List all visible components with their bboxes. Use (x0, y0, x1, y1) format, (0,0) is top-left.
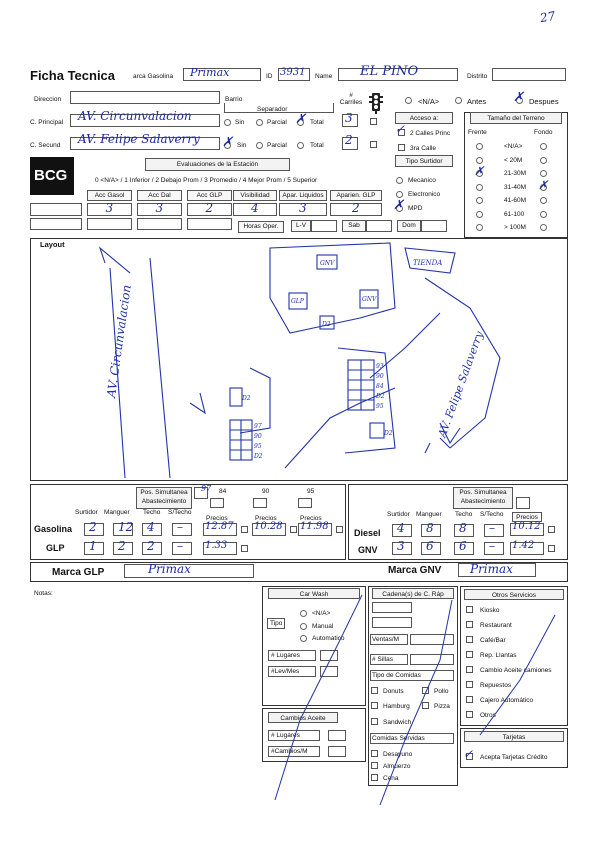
car-wash-manual-label: Manual (312, 623, 334, 630)
car-wash-title: Car Wash (268, 588, 360, 599)
price-check[interactable] (241, 526, 248, 533)
surtidor-value: – (177, 539, 183, 553)
marca-gnv-label: Marca GNV (388, 565, 442, 576)
otros-servicio-label: Café/Bar (480, 637, 506, 644)
marca-gnv-value: Primax (470, 562, 513, 576)
eval-column-header: Acc GLP (187, 190, 232, 201)
precios-diesel-label: Precios (512, 512, 542, 522)
sep-parcial-label: Parcial (267, 119, 287, 126)
surtidor-value: 1 (89, 539, 97, 553)
terreno-option-label: 41-60M (504, 197, 527, 204)
comida-donuts-label: Donuts (383, 688, 404, 695)
terreno-option-label: 21-30M (504, 170, 527, 177)
col-stecho: S/Techo (168, 509, 192, 516)
horas-oper-label: Horas Oper. (238, 221, 284, 233)
sep-total-label: Total (310, 119, 324, 126)
id-label: ID (266, 73, 273, 80)
eval-value: 3 (155, 201, 164, 215)
frente-label: Frente (468, 129, 487, 136)
price-check[interactable] (336, 526, 343, 533)
c-secund-label: C. Secund (30, 142, 61, 149)
otros-servicio-label: Repuestos (480, 682, 512, 689)
precios-95-label: Precios (300, 515, 322, 522)
price-value: 1.42 (512, 540, 535, 551)
car-wash-lugares-label: # Lugares (271, 652, 300, 659)
otros-servicio-label: Cambio Aceite camiones (480, 667, 552, 674)
price-value: 12.87 (205, 521, 234, 532)
eval-column-header: Acc Gasol (87, 190, 132, 201)
car-wash-tipo-label: Tipo (267, 618, 285, 629)
surtidor-value: 6 (459, 539, 467, 553)
svg-text:D2: D2 (384, 430, 393, 437)
octane-90: 90 (262, 488, 270, 495)
sep-principal-total-check: ✗ (295, 112, 306, 127)
marca-label: arca Gasolina (133, 73, 174, 80)
svg-text:D2: D2 (322, 321, 331, 328)
octane-95: 95 (307, 488, 315, 495)
surtidor-mecanico-label: Mecanico (408, 177, 436, 184)
eval-column-header: Aparien. GLP (330, 190, 382, 201)
col-manguer-d: Manguer (416, 511, 442, 518)
page-title: Ficha Tecnica (30, 68, 116, 83)
layout-label: Layout (40, 240, 65, 249)
servida-cena-label: Cena (383, 775, 399, 782)
price-value: 10.12 (512, 521, 541, 532)
col-manguer: Manguer (104, 509, 130, 516)
eval-value: 3 (299, 201, 307, 215)
car-wash-lev-label: #Lev/Mes (271, 668, 300, 675)
surtidor-value: 2 (147, 539, 155, 553)
surtidor-electronico-label: Electronico (408, 191, 441, 198)
col-surtidor: Surtidor (75, 509, 98, 516)
terreno-option-label: < 20M (504, 156, 523, 164)
estado-na-label: <N/A> (418, 97, 440, 106)
fondo-mark: ✗ (538, 177, 549, 192)
glp-label: GLP (46, 543, 65, 553)
eval-value: 2 (205, 201, 214, 215)
svg-text:D2: D2 (254, 453, 263, 460)
otros-servicio-label: Cajero Automático (480, 697, 534, 704)
terreno-option-label: 61-100 (504, 210, 525, 218)
terreno-option-label: 31-40M (504, 183, 527, 191)
comida-sandwich-label: Sandwich (383, 719, 412, 726)
sep-secund-sin-check: ✗ (222, 135, 233, 150)
car-wash-na-label: <N/A> (312, 610, 331, 617)
gnv-label: GNV (358, 545, 378, 555)
carriles-principal-value: 3 (345, 111, 353, 125)
otros-servicio-label: Otros (480, 712, 496, 719)
id-value: 3931 (280, 67, 306, 78)
cadenas-sillas-label: # Sillas (372, 656, 393, 663)
comida-pizza-label: Pizza (434, 703, 450, 710)
otros-servicios-title: Otros Servicios (464, 589, 564, 600)
svg-text:GNV: GNV (362, 296, 377, 303)
otros-servicio-label: Restaurant (480, 622, 512, 629)
terreno-option-label: > 100M (504, 224, 526, 231)
price-check[interactable] (548, 545, 555, 552)
svg-text:95: 95 (254, 443, 262, 450)
sep-secund-parcial-label: Parcial (267, 142, 287, 149)
horas-dom-label: Dom (397, 220, 421, 232)
svg-text:97: 97 (254, 423, 262, 430)
acepta-tarjetas-mark: ✓ (463, 747, 474, 761)
surtidor-value: 4 (397, 521, 405, 535)
sep-sin-label: Sin (235, 119, 245, 126)
surtidor-mpd-mark: ✗ (393, 198, 404, 213)
surtidor-value: 8 (426, 521, 434, 535)
evaluaciones-title: Evaluaciones de la Estación (145, 158, 290, 171)
col-techo: Techo (143, 509, 161, 516)
eval-value: 4 (251, 201, 259, 215)
distrito-label: Distrito (467, 73, 488, 80)
svg-text:84: 84 (376, 383, 384, 390)
carriles-secund-value: 2 (345, 133, 353, 147)
cadenas-title: Cadena(s) de C. Ráp (372, 588, 454, 599)
svg-text:GLP: GLP (291, 298, 304, 305)
name-value: EL PINO (360, 64, 419, 79)
eval-column-header: Apar. Liquidos (279, 190, 327, 201)
otros-servicio-label: Rep. Llantas (480, 652, 517, 659)
surtidor-value: 8 (459, 521, 467, 535)
carriles-label: # Carriles (339, 92, 363, 106)
marca-glp-value: Primax (148, 562, 191, 576)
car-wash-auto-label: Automatico (312, 635, 345, 642)
eval-column-header: Visibilidad (233, 190, 277, 201)
terreno-option-label: <N/A> (504, 143, 523, 150)
price-value: 10.28 (254, 521, 283, 532)
acceso-2calles-label: 2 Calles Princ (410, 130, 451, 137)
servida-desayuno-label: Desayuno (383, 751, 413, 758)
tarjetas-title: Tarjetas (464, 731, 564, 742)
c-principal-label: C. Principal (30, 119, 64, 126)
cambios-mes-label: #Cambios/M (271, 748, 308, 755)
sep-secund-sin-label: Sin (237, 142, 247, 149)
price-check[interactable] (548, 526, 555, 533)
servida-almuerzo-label: Almuerzo (383, 763, 411, 770)
marca-value: Primax (190, 66, 230, 79)
surtidor-value: – (489, 539, 495, 553)
price-value: 11.98 (300, 521, 329, 532)
col-techo-d: Techo (455, 511, 473, 518)
eval-value: 2 (352, 201, 360, 215)
svg-text:95: 95 (376, 403, 384, 410)
svg-text:GNV: GNV (320, 260, 335, 267)
price-value: 1.33 (205, 540, 228, 551)
acceso-3ra-label: 3ra Calle (410, 145, 437, 152)
otros-servicio-label: Kiosko (480, 607, 500, 614)
pos-simul-gas: Pos. Simultanea Abastecimiento (136, 487, 192, 509)
sep-secund-total-label: Total (310, 142, 324, 149)
surtidor-mpd-label: MPD (408, 205, 423, 212)
direccion-label: Direccion (34, 96, 62, 103)
comida-pollo-label: Pollo (434, 688, 449, 695)
cambios-lugares-label: # Lugares (271, 732, 300, 739)
tipo-comidas-label: Tipo de Comidas (372, 672, 421, 679)
tipo-surtidor-title: Tipo Surtidor (395, 155, 453, 167)
frente-mark: ✗ (474, 164, 485, 178)
barrio-label: Barrio (225, 96, 243, 103)
svg-text:90: 90 (376, 373, 384, 380)
surtidor-value: 12 (118, 520, 134, 534)
eval-value: 3 (105, 201, 114, 215)
price-check[interactable] (290, 526, 297, 533)
gasolina-label: Gasolina (34, 524, 73, 534)
surtidor-value: 3 (397, 539, 405, 553)
diesel-label: Diesel (354, 528, 381, 538)
svg-text:AV. Circunvalacion: AV. Circunvalacion (104, 283, 134, 399)
acceso-title: Acceso a: (395, 112, 453, 124)
estado-despues-label: Despues (529, 97, 559, 106)
fondo-label: Fondo (534, 129, 553, 136)
marca-glp-label: Marca GLP (52, 567, 105, 578)
surtidor-value: 4 (147, 520, 155, 534)
surtidor-value: 6 (426, 539, 434, 553)
cambios-aceite-title: Cambios Aceite (268, 712, 338, 723)
acepta-tarjetas-label: Acepta Tarjetas Crédito (480, 754, 548, 761)
horas-sab-label: Sab (342, 220, 366, 232)
terreno-title: Tamaño del Terreno (470, 112, 562, 124)
surtidor-value: – (177, 520, 183, 534)
corner-mark: 27 (538, 8, 557, 26)
notas-label: Notas: (34, 590, 53, 597)
svg-text:90: 90 (254, 433, 262, 440)
octane-note: 97 (201, 484, 212, 493)
comidas-servidas-label: Comidas Servidas (372, 735, 425, 742)
precios-84-label: Precios (206, 515, 228, 522)
svg-text:D2: D2 (242, 395, 251, 402)
bcg-logo-text: BCG (34, 167, 68, 184)
c-principal-value: AV. Circunvalacion (78, 109, 192, 123)
c-secund-value: AV. Felipe Salaverry (78, 132, 200, 146)
octane-84: 84 (219, 488, 227, 495)
price-check[interactable] (241, 545, 248, 552)
separador-label: Separador (257, 106, 288, 113)
surtidor-value: 2 (89, 520, 97, 534)
cadenas-ventas-label: Ventas/M (372, 636, 400, 643)
svg-text:AV. Felipe Salaverry: AV. Felipe Salaverry (435, 329, 487, 440)
evaluaciones-scale: 0 <N/A> / 1 Inferior / 2 Debajo Prom / 3 Promedio / 4 Mejor Prom / 5 Superior (95, 177, 318, 184)
col-stecho-d: S/Techo (480, 511, 504, 518)
col-surtidor-d: Surtidor (387, 511, 410, 518)
eval-column-header: Acc Dal (137, 190, 182, 201)
svg-text:D2: D2 (376, 393, 385, 400)
comida-hamburg-label: Hamburg (383, 703, 410, 710)
surtidor-value: – (489, 521, 495, 535)
estado-despues-check: ✗ (513, 90, 524, 105)
precios-90-label: Precios (255, 515, 277, 522)
estado-antes-label: Antes (467, 97, 487, 106)
svg-text:93: 93 (376, 363, 384, 370)
name-label: Name (315, 73, 333, 80)
svg-text:TIENDA: TIENDA (413, 259, 443, 267)
surtidor-value: 2 (118, 539, 126, 553)
acceso-2calles-mark: ✓ (395, 122, 406, 136)
horas-lv-label: L-V (291, 220, 311, 232)
pos-simul-diesel: Pos. Simultanea Abastecimiento (453, 487, 513, 509)
